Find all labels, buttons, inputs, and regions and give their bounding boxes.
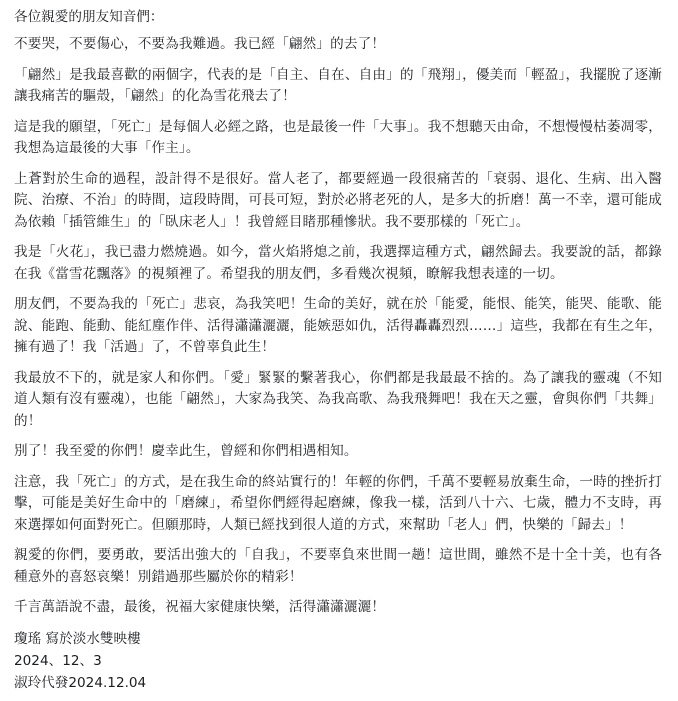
letter-paragraph-2: 「翩然」是我最喜歡的兩個字，代表的是「自主、自在、自由」的「飛翔」，優美而「輕盈」，我擺脫了逐漸讓我痛苦的驅殼，「翩然」的化為雪花飛去了！: [14, 66, 662, 104]
letter-paragraph-8: 別了！我至愛的你們！慶幸此生，曾經和你們相遇相知。: [14, 443, 358, 459]
letter-paragraph-4: 上蒼對於生命的過程，設計得不是很好。當人老了，都要經過一段很痛苦的「衰弱、退化、生病、出入醫院、治療、不治」的時間，這段時間，可長可短，對於必將老死的人，是多大的折磨！萬一不幸，還可能成為依賴「插管維生」的「臥床老人」！我曾經目睹那種慘狀。我不要那樣的「死亡」。: [14, 170, 662, 230]
signature-date: 2024、12、3: [14, 652, 102, 669]
letter-paragraph-9: 注意，我「死亡」的方式，是在我生命的終站實行的！年輕的你們，千萬不要輕易放棄生命，一時的挫折打擊，可能是美好生命中的「磨練」，希望你們經得起磨練，像我一樣，活到八十六、七歲，體力不支時，再來選擇如何面對死亡。但願那時，人類已經找到很人道的方式，來幫助「老人」們，快樂的「歸去」！: [14, 473, 662, 533]
letter-greeting: 各位親愛的朋友知音們：: [14, 9, 164, 25]
letter-paragraph-11: 千言萬語說不盡，最後，祝福大家健康快樂，活得瀟瀟灑灑！: [14, 599, 386, 615]
letter-paragraph-6: 朋友們，不要為我的「死亡」悲哀，為我笑吧！生命的美好，就在於「能愛，能恨、能笑，能哭、能歌、能說、能跑、能動、能紅塵作伴、活得瀟瀟灑灑，能嫉惡如仇，活得轟轟烈烈……」這些，我都在有生之年，擁有過了！我「活過」了，不曾辜負此生！: [14, 296, 662, 355]
letter-paragraph-7: 我最放不下的，就是家人和你們。「愛」緊緊的繫著我心，你們都是我最最不捨的。為了讓我的靈魂（不知道人類有沒有靈魂），也能「翩然」，大家為我笑、為我高歌、為我飛舞吧！我在天之靈，會與你們「共舞」的！: [14, 369, 662, 429]
signature-author: 瓊瑤 寫於淡水雙映樓: [14, 630, 141, 647]
signature-posted-by: 淑玲代發2024.12.04: [14, 674, 147, 691]
letter-paragraph-1: 不要哭，不要傷心，不要為我難過。我已經「翩然」的去了！: [14, 36, 386, 52]
letter-paragraph-10: 親愛的你們，要勇敢，要活出強大的「自我」，不要辜負來世間一趟！這世間，雖然不是十全十美，也有各種意外的喜怒哀樂！別錯過那些屬於你的精彩！: [14, 547, 662, 585]
letter-paragraph-5: 我是「火花」，我已盡力燃燒過。如今，當火焰將熄之前，我選擇這種方式，翩然歸去。我要說的話，都錄在我《當雪花飄落》的視頻裡了。希望我的朋友們，多看幾次視頻，瞭解我想表達的一切。: [14, 244, 662, 282]
letter-paragraph-3: 這是我的願望，「死亡」是每個人必經之路，也是最後一件「大事」。我不想聽天由命，不想慢慢枯萎凋零，我想為這最後的大事「作主」。: [14, 118, 662, 156]
